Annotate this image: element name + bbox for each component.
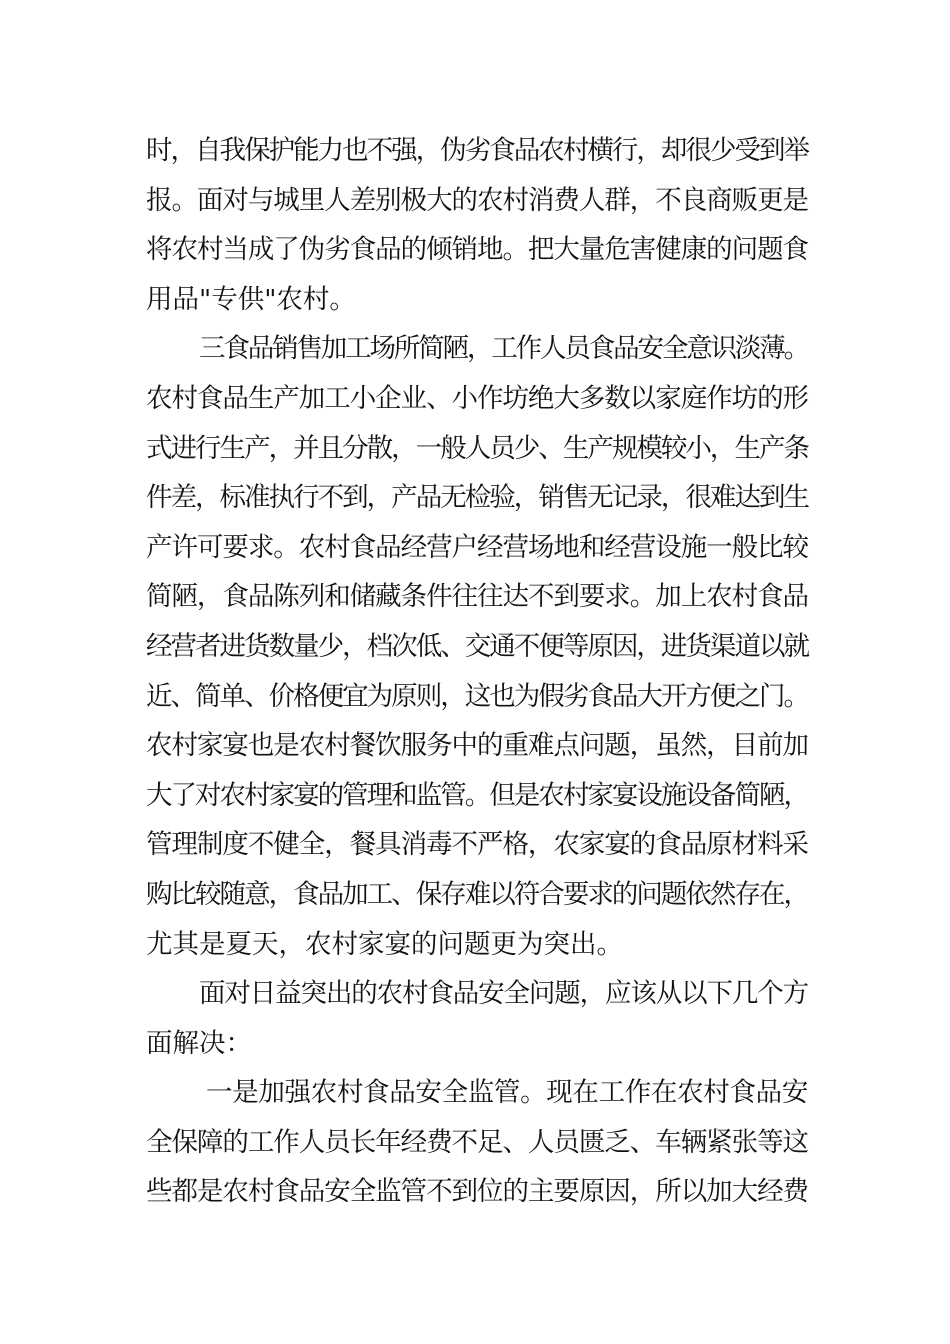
- text-line: 式进行生产，并且分散，一般人员少、生产规模较小，生产条: [146, 432, 808, 464]
- document-body: [146, 126, 808, 1217]
- text-line: 尤其是夏天，农村家宴的问题更为突出。: [146, 928, 623, 960]
- text-line: 将农村当成了伪劣食品的倾销地。把大量危害健康的问题食: [146, 234, 808, 266]
- text-line: 简陋，食品陈列和储藏条件往往达不到要求。加上农村食品: [146, 581, 808, 613]
- text-line: 农村家宴也是农村餐饮服务中的重难点问题，虽然，目前加: [146, 730, 808, 762]
- text-line: 近、简单、价格便宜为原则，这也为假劣食品大开方便之门。: [146, 680, 808, 712]
- text-line: 时，自我保护能力也不强，伪劣食品农村横行，却很少受到举: [146, 135, 808, 166]
- text-line: 管理制度不健全，餐具消毒不严格，农家宴的食品原材料采: [146, 829, 808, 861]
- text-line: 面解决：: [146, 1027, 252, 1059]
- text-line: 一是加强农村食品安全监管。现在工作在农村食品安: [206, 1077, 808, 1109]
- text-line: 经营者进货数量少，档次低、交通不便等原因，进货渠道以就: [146, 630, 808, 662]
- text-line: 件差，标准执行不到，产品无检验，销售无记录，很难达到生: [146, 482, 808, 514]
- text-line: 报。面对与城里人差别极大的农村消费人群，不良商贩更是: [146, 184, 808, 216]
- text-line: 些都是农村食品安全监管不到位的主要原因，所以加大经费: [146, 1176, 808, 1208]
- text-line: 大了对农村家宴的管理和监管。但是农村家宴设施设备简陋，: [146, 779, 808, 811]
- text-line: 用品"专供"农村。: [146, 283, 356, 315]
- text-line: 全保障的工作人员长年经费不足、人员匮乏、车辆紧张等这: [146, 1126, 808, 1158]
- text-line: 三食品销售加工场所简陋，工作人员食品安全意识淡薄。: [199, 333, 808, 365]
- text-line: 产许可要求。农村食品经营户经营场地和经营设施一般比较: [146, 531, 808, 563]
- text-line: 购比较随意，食品加工、保存难以符合要求的问题依然存在，: [146, 878, 808, 910]
- text-line: 面对日益突出的农村食品安全问题，应该从以下几个方: [199, 978, 808, 1010]
- text-line: 农村食品生产加工小企业、小作坊绝大多数以家庭作坊的形: [146, 382, 808, 414]
